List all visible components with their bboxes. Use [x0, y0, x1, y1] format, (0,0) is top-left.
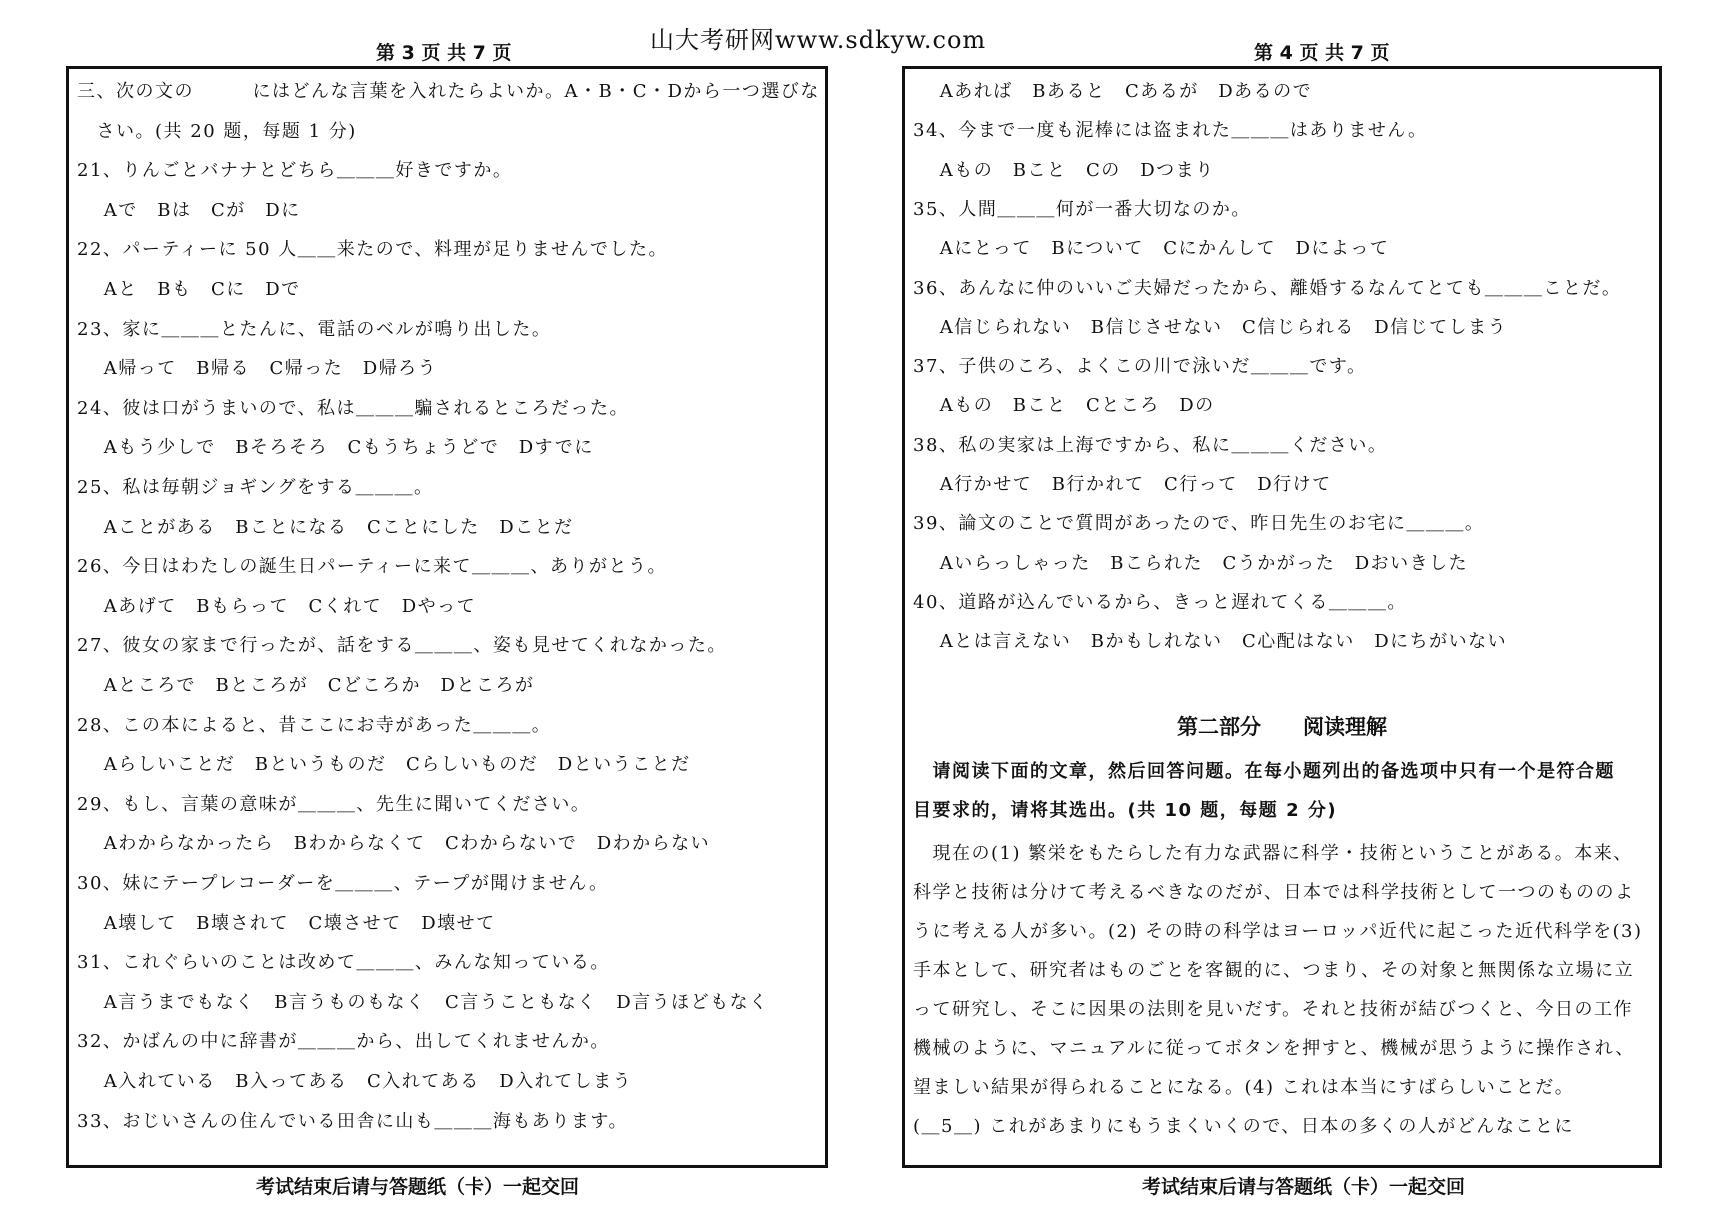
passage-line: 科学と技術は分けて考えるべきなのだが、日本では科学技術として一つのもののよ [913, 882, 1635, 903]
question-line: A壊して B壊されて C壊させて D壊せて [77, 912, 496, 934]
question-line: 26、今日はわたしの誕生日パーティーに来て＿＿＿、ありがとう。 [77, 556, 667, 578]
question-line: 35、人間＿＿＿何が一番大切なのか。 [913, 198, 1251, 220]
question-line: Aもう少しで Bそろそろ Cもうちょうどで Dすでに [77, 437, 594, 459]
question-line: 36、あんなに仲のいいご夫婦だったから、離婚するなんてとても＿＿＿ことだ。 [913, 277, 1622, 299]
passage-line: 現在の(1) 繁栄をもたらした有力な武器に科学・技術ということがある。本来、 [913, 843, 1633, 864]
question-line: Aことがある Bことになる Cことにした Dことだ [77, 516, 574, 538]
question-line: Aと Bも Cに Dで [77, 279, 301, 300]
left-exam-page [66, 66, 828, 1168]
question-line: Aで Bは Cが Dに [77, 199, 301, 221]
right-footer-note: 考试结束后请与答题纸（卡）一起交回 [1142, 1176, 1466, 1198]
question-line: A入れている B入ってある C入れてある D入れてしまう [77, 1071, 633, 1092]
question-line: Aあれば Bあると Cあるが Dあるので [913, 81, 1313, 102]
site-header: 山大考研网www.sdkyw.com [650, 26, 987, 54]
question-line: 27、彼女の家まで行ったが、話をする＿＿＿、姿も見せてくれなかった。 [77, 635, 727, 657]
question-line: A信じられない B信じさせない C信じられる D信じてしまう [913, 316, 1508, 338]
question-line: 34、今まで一度も泥棒には盗まれた＿＿＿はありません。 [913, 120, 1428, 142]
question-line: 25、私は毎朝ジョギングをする＿＿＿。 [77, 477, 434, 498]
right-exam-page [902, 66, 1662, 1168]
question-line: 22、パーティーに 50 人＿＿来たので、料理が足りませんでした。 [77, 239, 668, 261]
question-line: 三、次の文の にはどんな言葉を入れたらよいか。A・B・C・Dから一つ選びな [77, 81, 820, 102]
passage-line: 手本として、研究者はものごとを客観的に、つまり、その対象と無関係な立場に立 [913, 960, 1635, 981]
question-line: 37、子供のころ、よくこの川で泳いだ＿＿＿です。 [913, 356, 1367, 378]
passage-line: って研究し、そこに因果の法則を見いだす。それと技術が結びつくと、今日の工作 [913, 999, 1634, 1020]
passage-line: うに考える人が多い。(2) その時の科学はヨーロッパ近代に起こった近代科学を(3) [913, 921, 1643, 942]
question-line: Aところで Bところが Cどころか Dところが [77, 675, 535, 696]
reading-section-title: 第二部分 阅读理解 [1177, 715, 1387, 739]
right-page-number: 第 4 页 共 7 页 [1254, 42, 1390, 64]
question-line: A行かせて B行かれて C行って D行けて [913, 474, 1332, 495]
question-line: 21、りんごとバナナとどちら＿＿＿好きですか。 [77, 160, 513, 182]
question-line: 32、かばんの中に辞書が＿＿＿から、出してくれませんか。 [77, 1031, 610, 1053]
question-line: 29、もし、言葉の意味が＿＿＿、先生に聞いてください。 [77, 793, 591, 815]
question-line: Aもの Bこと Cの Dつまり [913, 159, 1215, 181]
left-footer-note: 考试结束后请与答题纸（卡）一起交回 [256, 1176, 580, 1198]
question-line: Aもの Bこと Cところ Dの [913, 395, 1215, 417]
question-line: 23、家に＿＿＿とたんに、電話のベルが鳴り出した。 [77, 318, 552, 340]
passage-line: 機械のように、マニュアルに従ってボタンを押すと、機械が思うように操作され、 [913, 1038, 1635, 1059]
question-line: Aわからなかったら Bわからなくて Cわからないで Dわからない [77, 833, 711, 855]
question-line: 28、この本によると、昔ここにお寺があった＿＿＿。 [77, 714, 552, 736]
question-line: さい。(共 20 题，每题 1 分) [77, 120, 357, 142]
question-line: 39、論文のことで質問があったので、昨日先生のお宅に＿＿＿。 [913, 513, 1485, 535]
instruction-line: 请阅读下面的文章，然后回答问题。在每小题列出的备选项中只有一个是符合题 [913, 761, 1615, 782]
question-line: 40、道路が込んでいるから、きっと遅れてくる＿＿＿。 [913, 591, 1407, 613]
question-line: Aらしいことだ Bというものだ Cらしいものだ Dということだ [77, 754, 691, 776]
question-line: Aいらっしゃった Bこられた Cうかがった Dおいきした [913, 552, 1469, 574]
question-line: 33、おじいさんの住んでいる田舎に山も＿＿＿海もあります。 [77, 1110, 628, 1132]
question-line: A言うまでもなく B言うものもなく C言うこともなく D言うほどもなく [77, 991, 769, 1013]
instruction-line: 目要求的，请将其选出。(共 10 题，每题 2 分) [913, 800, 1338, 821]
question-line: A帰って B帰る C帰った D帰ろう [77, 358, 438, 380]
passage-line: 望ましい結果が得られることになる。(4) これは本当にすばらしいことだ。 [913, 1077, 1575, 1098]
question-line: 24、彼は口がうまいので、私は＿＿＿騙されるところだった。 [77, 397, 630, 419]
question-line: Aとは言えない Bかもしれない C心配はない Dにちがいない [913, 631, 1508, 653]
question-line: 31、これぐらいのことは改めて＿＿＿、みんな知っている。 [77, 952, 610, 974]
question-line: 38、私の実家は上海ですから、私に＿＿＿ください。 [913, 434, 1388, 456]
left-page-number: 第 3 页 共 7 页 [376, 42, 512, 64]
passage-line: (＿5＿) これがあまりにもうまくいくので、日本の多くの人がどんなことに [913, 1116, 1574, 1137]
question-line: Aあげて Bもらって Cくれて Dやって [77, 595, 477, 617]
question-line: Aにとって Bについて Cにかんして Dによって [913, 238, 1390, 260]
question-line: 30、妹にテープレコーダーを＿＿＿、テープが聞けません。 [77, 873, 609, 894]
